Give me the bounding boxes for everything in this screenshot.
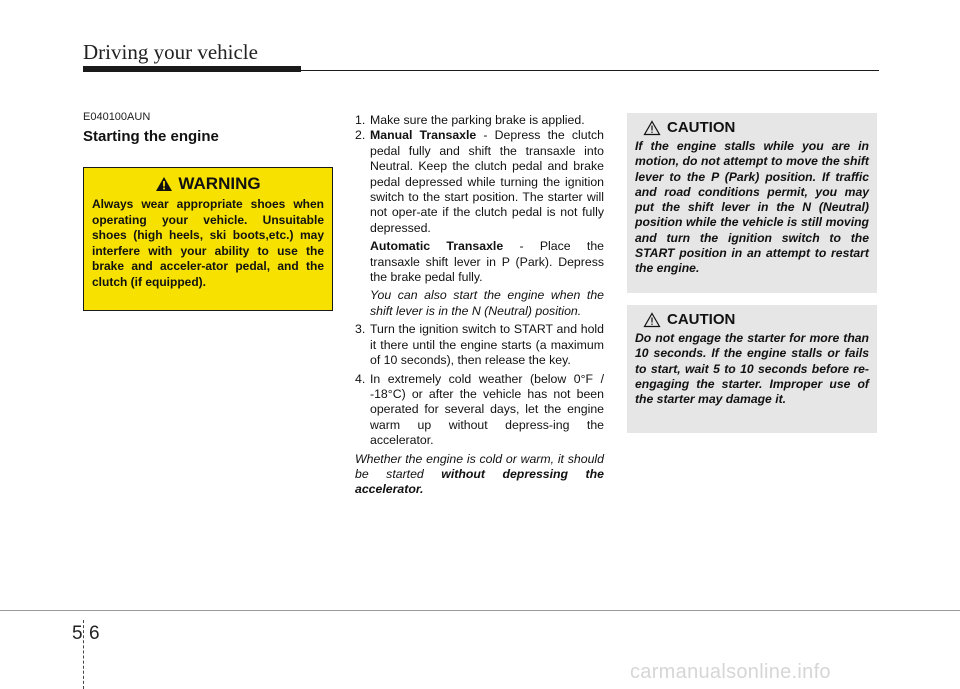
step-3-number: 3. [355,322,366,337]
caution-box-2 [627,305,877,433]
caution-2-body: Do not engage the starter for more than 10 seconds. If the engine stalls or fails to start, wait 5 to 10 seconds before re-engaging the starter. Improper use of the starter may damage it. [635,331,869,407]
step-1-text: Make sure the parking brake is applied. [370,113,585,127]
warning-box [83,167,333,311]
caution-2-heading [643,311,869,328]
watermark: carmanualsonline.info [630,661,831,683]
step-2-note: You can also start the engine when the shift lever is in the N (Neutral) position. [370,288,604,318]
step-4-text: In extremely cold weather (below 0°F / -18°C) or after the vehicle has not been operated for several days, let the engine warm up without depress-ing the accelerator. [370,371,604,448]
automatic-transaxle-label: Automatic Transaxle [370,239,504,254]
step-4-number: 4. [355,371,366,386]
step-4 [355,372,604,449]
section-code: E040100AUN [83,111,151,123]
step-1-number: 1. [355,113,366,127]
page-number: 6 [89,623,100,644]
section-title: Starting the engine [83,128,219,145]
warning-body: Always wear appropriate shoes when operating your vehicle. Unsuitable shoes (high heels, ski boots,etc.) may interfere with your ability to use the brake and acceler-ator pedal, and the clutch (if equipped). [92,197,324,289]
manual-transaxle-text: - Depress the clutch pedal fully and shift the transaxle into Neutral. Keep the clutch pedal and brake pedal depressed while turning the ignition switch to the start position. The starter will not oper-ate if the clutch pedal is not fully depressed. [370,128,604,235]
warning-heading [92,174,324,194]
step-2-manual [370,128,604,236]
step-1 [355,113,604,128]
warning-triangle-icon [155,176,173,192]
caution-1-body: If the engine stalls while you are in motion, do not attempt to move the shift lever to the P (Park) position. If traffic and road conditions permit, you may put the shift lever in the N (Neutral) position while the vehicle is still moving and turn the ignition switch to the START position in an attempt to restart the engine. [635,139,869,276]
header-bar [83,66,301,72]
instructions-column [355,113,604,498]
caution-triangle-icon [643,120,661,136]
step-2-automatic [370,239,604,285]
step-2-number: 2. [355,128,366,143]
final-note-prefix: Whether the engine is cold or warm, it should be started [355,451,604,481]
footer-rule [0,610,960,611]
footer-divider [83,620,84,689]
step-2 [355,128,604,236]
step-3 [355,322,604,368]
final-note-emphasis: without depressing the accelerator. [355,466,605,497]
caution-box-1 [627,113,877,293]
automatic-transaxle-text: - Place the transaxle shift lever in P (Park). Depress the brake pedal fully. [370,239,605,285]
page-header-title: Driving your vehicle [83,40,258,64]
warning-heading-text: WARNING [178,174,261,193]
page-chapter-number: 5 [72,623,83,644]
header-rule [301,70,879,71]
step-3-text: Turn the ignition switch to START and hold it there until the engine starts (a maximum of 10 seconds), then release the key. [370,322,604,368]
manual-transaxle-label: Manual Transaxle [370,128,477,143]
caution-2-heading-text: CAUTION [667,311,736,328]
caution-1-heading [643,119,869,136]
caution-1-heading-text: CAUTION [667,119,736,136]
final-note [355,452,604,498]
caution-triangle-icon [643,312,661,328]
